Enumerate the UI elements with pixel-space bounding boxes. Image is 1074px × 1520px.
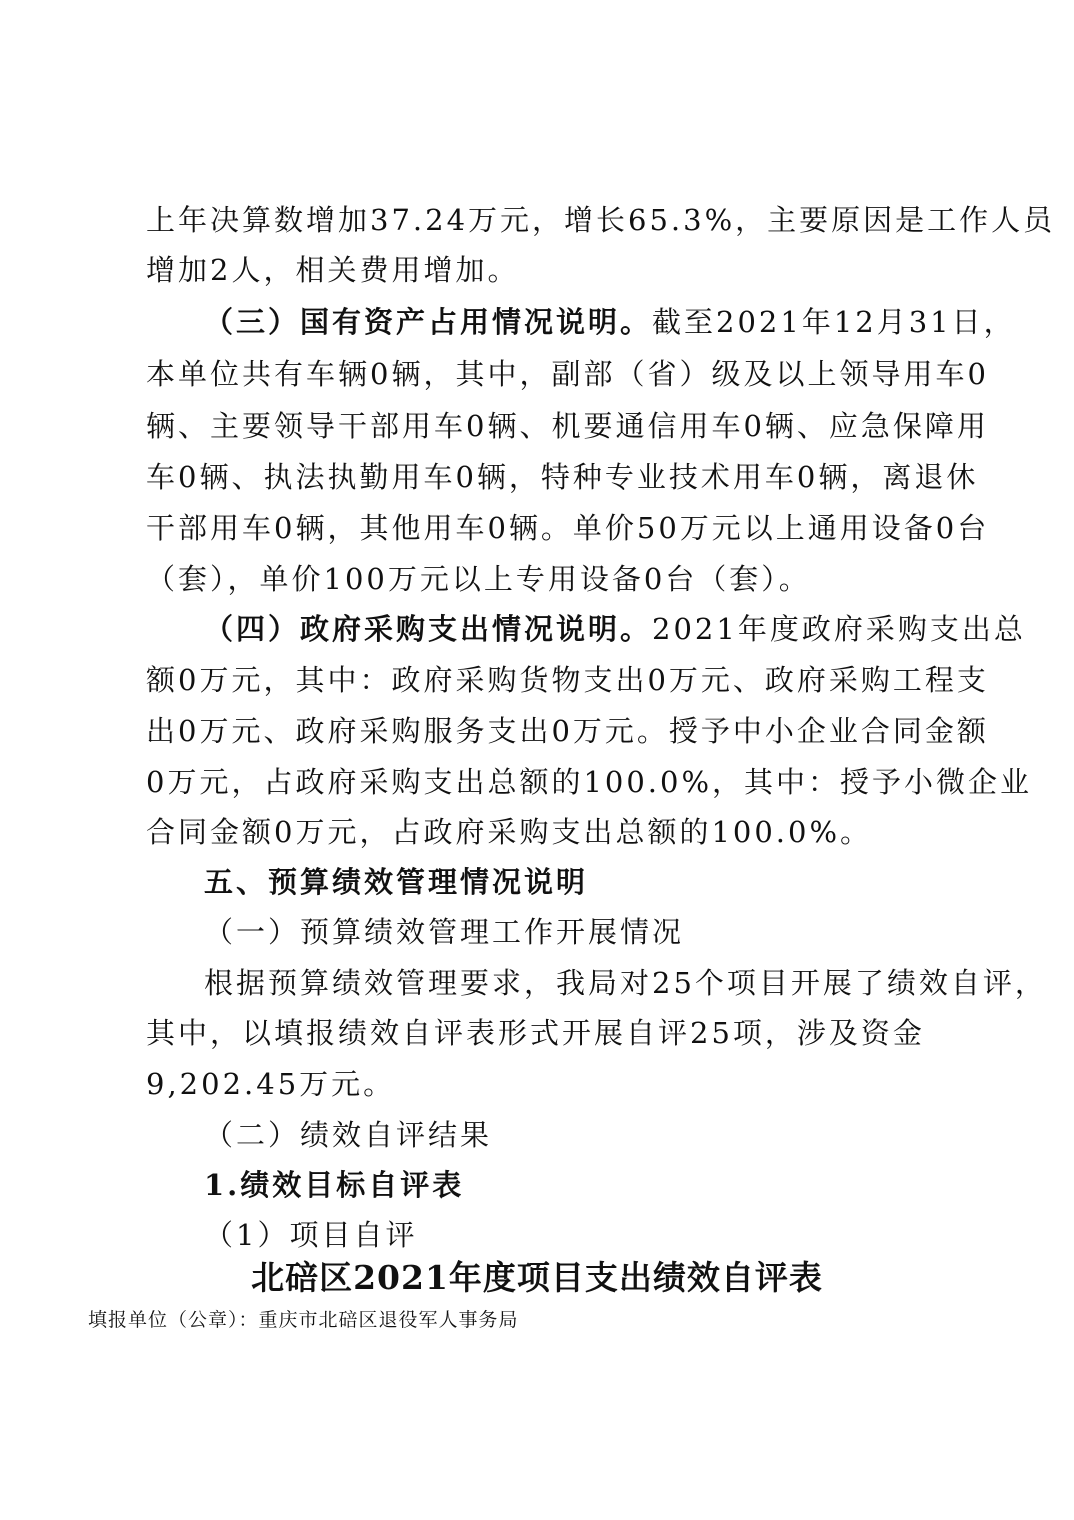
section-3-text: 截至2021年12月31日， (652, 305, 1016, 339)
subsection-heading: （一）预算绩效管理工作开展情况 (204, 915, 685, 949)
paragraph-line: 0万元，占政府采购支出总额的100.0%，其中：授予小微企业 (146, 765, 1033, 799)
section-5-heading: 五、预算绩效管理情况说明 (204, 865, 589, 899)
subsection-heading: （二）绩效自评结果 (204, 1118, 493, 1152)
paragraph-line: 本单位共有车辆0辆，其中，副部（省）级及以上领导用车0 (146, 357, 989, 391)
item-heading: 1.绩效目标自评表 (204, 1168, 465, 1202)
paragraph-line: 其中，以填报绩效自评表形式开展自评25项，涉及资金 (146, 1016, 925, 1050)
paragraph-line: 出0万元、政府采购服务支出0万元。授予中小企业合同金额 (146, 714, 989, 748)
section-4-line-1 (204, 609, 1026, 649)
paragraph-line: 根据预算绩效管理要求，我局对25个项目开展了绩效自评， (204, 966, 1047, 1000)
section-3-line-1 (204, 302, 1016, 342)
paragraph-line: 合同金额0万元，占政府采购支出总额的100.0%。 (146, 815, 873, 849)
reporting-unit: 填报单位（公章）：重庆市北碚区退役军人事务局 (88, 1309, 519, 1331)
section-4-text: 2021年度政府采购支出总 (652, 612, 1026, 646)
paragraph-line: 额0万元，其中：政府采购货物支出0万元、政府采购工程支 (146, 663, 989, 697)
paragraph-line: 9,202.45万元。 (146, 1067, 396, 1101)
paragraph-line: 增加2人，相关费用增加。 (146, 253, 520, 287)
item-subheading: （1）项目自评 (204, 1218, 418, 1252)
table-title: 北碚区2021年度项目支出绩效自评表 (251, 1258, 823, 1297)
paragraph-line: 辆、主要领导干部用车0辆、机要通信用车0辆、应急保障用 (146, 409, 989, 443)
paragraph-line: 车0辆、执法执勤用车0辆，特种专业技术用车0辆，离退休 (146, 460, 979, 494)
paragraph-line: 上年决算数增加37.24万元，增长65.3%，主要原因是工作人员 (146, 203, 1056, 237)
section-4-heading: （四）政府采购支出情况说明。 (204, 612, 653, 646)
section-3-heading: （三）国有资产占用情况说明。 (204, 305, 653, 339)
paragraph-line: （套），单价100万元以上专用设备0台（套）。 (146, 562, 811, 596)
paragraph-line: 干部用车0辆，其他用车0辆。单价50万元以上通用设备0台 (146, 511, 990, 545)
